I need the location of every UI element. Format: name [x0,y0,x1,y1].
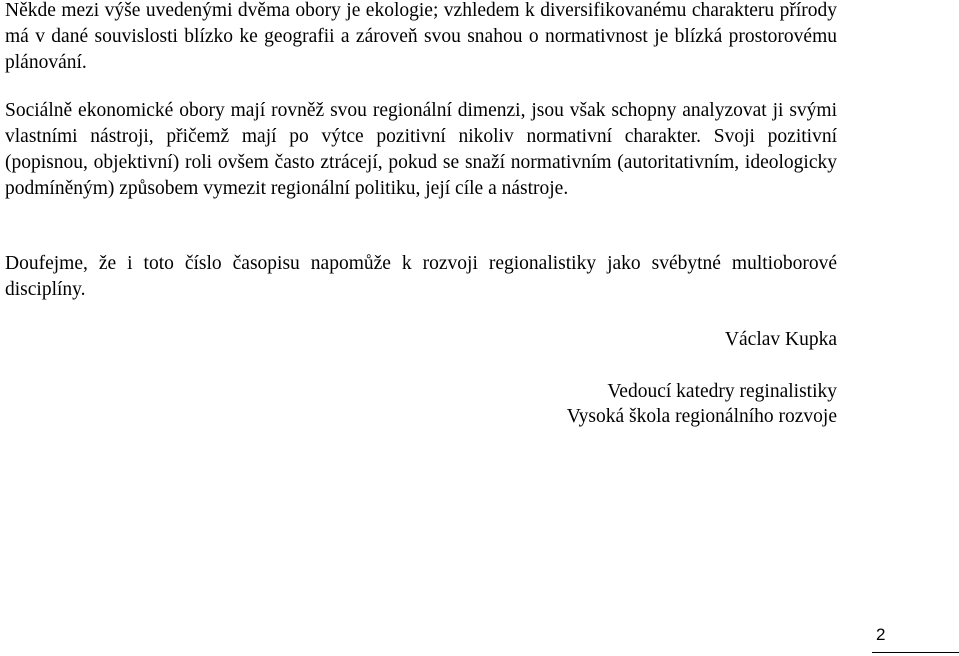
signature-name: Václav Kupka [724,329,837,350]
paragraph-ecology: Někde mezi výše uvedenými dvěma obory je ekologie; vzhledem k diversifikovanému charakteru přírody má v dané souvislosti blízko ke geografii a zároveň svou snahou o normativnost je blízká prostorovému plánování. [5,0,837,73]
page-number: 2 [876,625,886,644]
signature-organization: Vysoká škola regionálního rozvoje [566,406,837,427]
footer-divider [872,652,959,653]
signature-role: Vedoucí katedry reginalistiky [607,381,837,402]
paragraph-closing: Doufejme, že i toto číslo časopisu napomůže k rozvoji regionalistiky jako svébytné multioborové disciplíny. [5,253,837,300]
paragraph-socioeconomic: Sociálně ekonomické obory mají rovněž svou regionální dimenzi, jsou však schopny analyzovat ji svými vlastními nástroji, přičemž mají po výtce pozitivní nikoliv normativní charakter. Svoji pozitivní (popisnou, objektivní) roli ovšem často ztrácejí, pokud se snaží normativním (autoritativním, ideologicky podmíněným) způsobem vymezit regionální politiku, její cíle a nástroje. [5,100,837,199]
